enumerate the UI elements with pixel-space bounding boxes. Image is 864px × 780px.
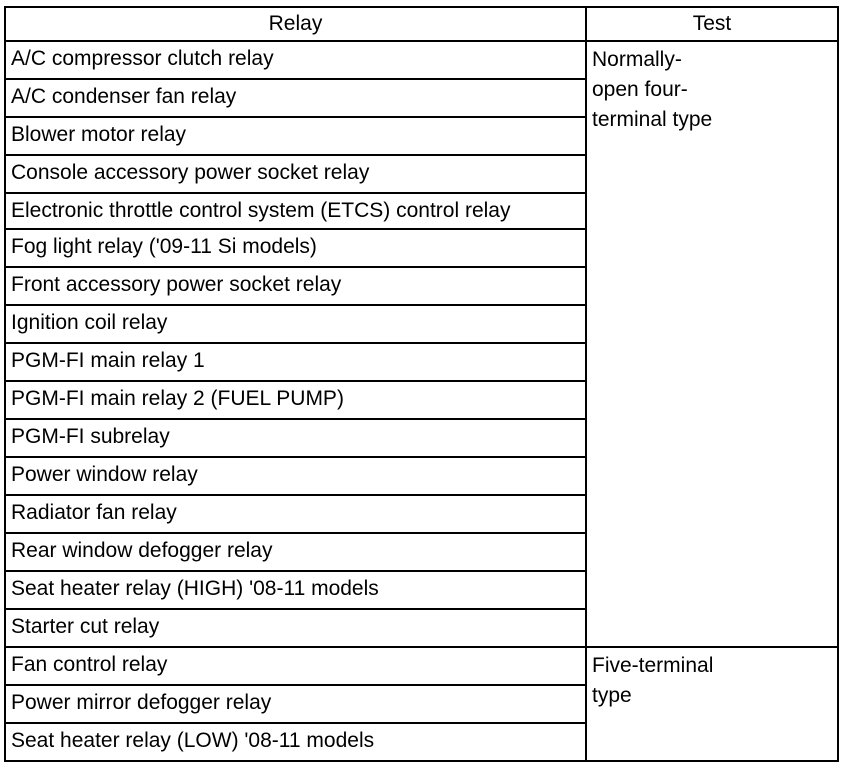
relay-cell: Radiator fan relay xyxy=(5,495,586,533)
relay-cell: Power mirror defogger relay xyxy=(5,685,586,723)
relay-cell: PGM-FI main relay 1 xyxy=(5,343,586,381)
relay-cell: Seat heater relay (LOW) '08-11 models xyxy=(5,723,586,761)
relay-cell: Seat heater relay (HIGH) '08-11 models xyxy=(5,571,586,609)
header-relay: Relay xyxy=(5,7,586,41)
relay-cell: Fog light relay ('09-11 Si models) xyxy=(5,229,586,267)
relay-cell: PGM-FI subrelay xyxy=(5,419,586,457)
relay-cell: Starter cut relay xyxy=(5,609,586,647)
relay-cell: Power window relay xyxy=(5,457,586,495)
relay-cell: A/C condenser fan relay xyxy=(5,79,586,117)
relay-cell: Front accessory power socket relay xyxy=(5,267,586,305)
header-row xyxy=(5,7,838,41)
relay-cell: A/C compressor clutch relay xyxy=(5,41,586,79)
relay-cell: Rear window defogger relay xyxy=(5,533,586,571)
test-label: Normally- open four- terminal type xyxy=(592,48,713,131)
test-label: Five-terminal type xyxy=(592,654,714,707)
relay-cell: Blower motor relay xyxy=(5,117,586,155)
table-row xyxy=(5,41,838,79)
relay-cell: Electronic throttle control system (ETCS) control relay xyxy=(5,193,586,229)
table-row xyxy=(5,647,838,685)
relay-cell: Console accessory power socket relay xyxy=(5,155,586,193)
relay-cell: Ignition coil relay xyxy=(5,305,586,343)
relay-test-table xyxy=(4,6,839,762)
test-cell-four-terminal xyxy=(586,41,838,647)
relay-cell: PGM-FI main relay 2 (FUEL PUMP) xyxy=(5,381,586,419)
header-test: Test xyxy=(586,7,838,41)
relay-cell: Fan control relay xyxy=(5,647,586,685)
test-cell-five-terminal xyxy=(586,647,838,761)
